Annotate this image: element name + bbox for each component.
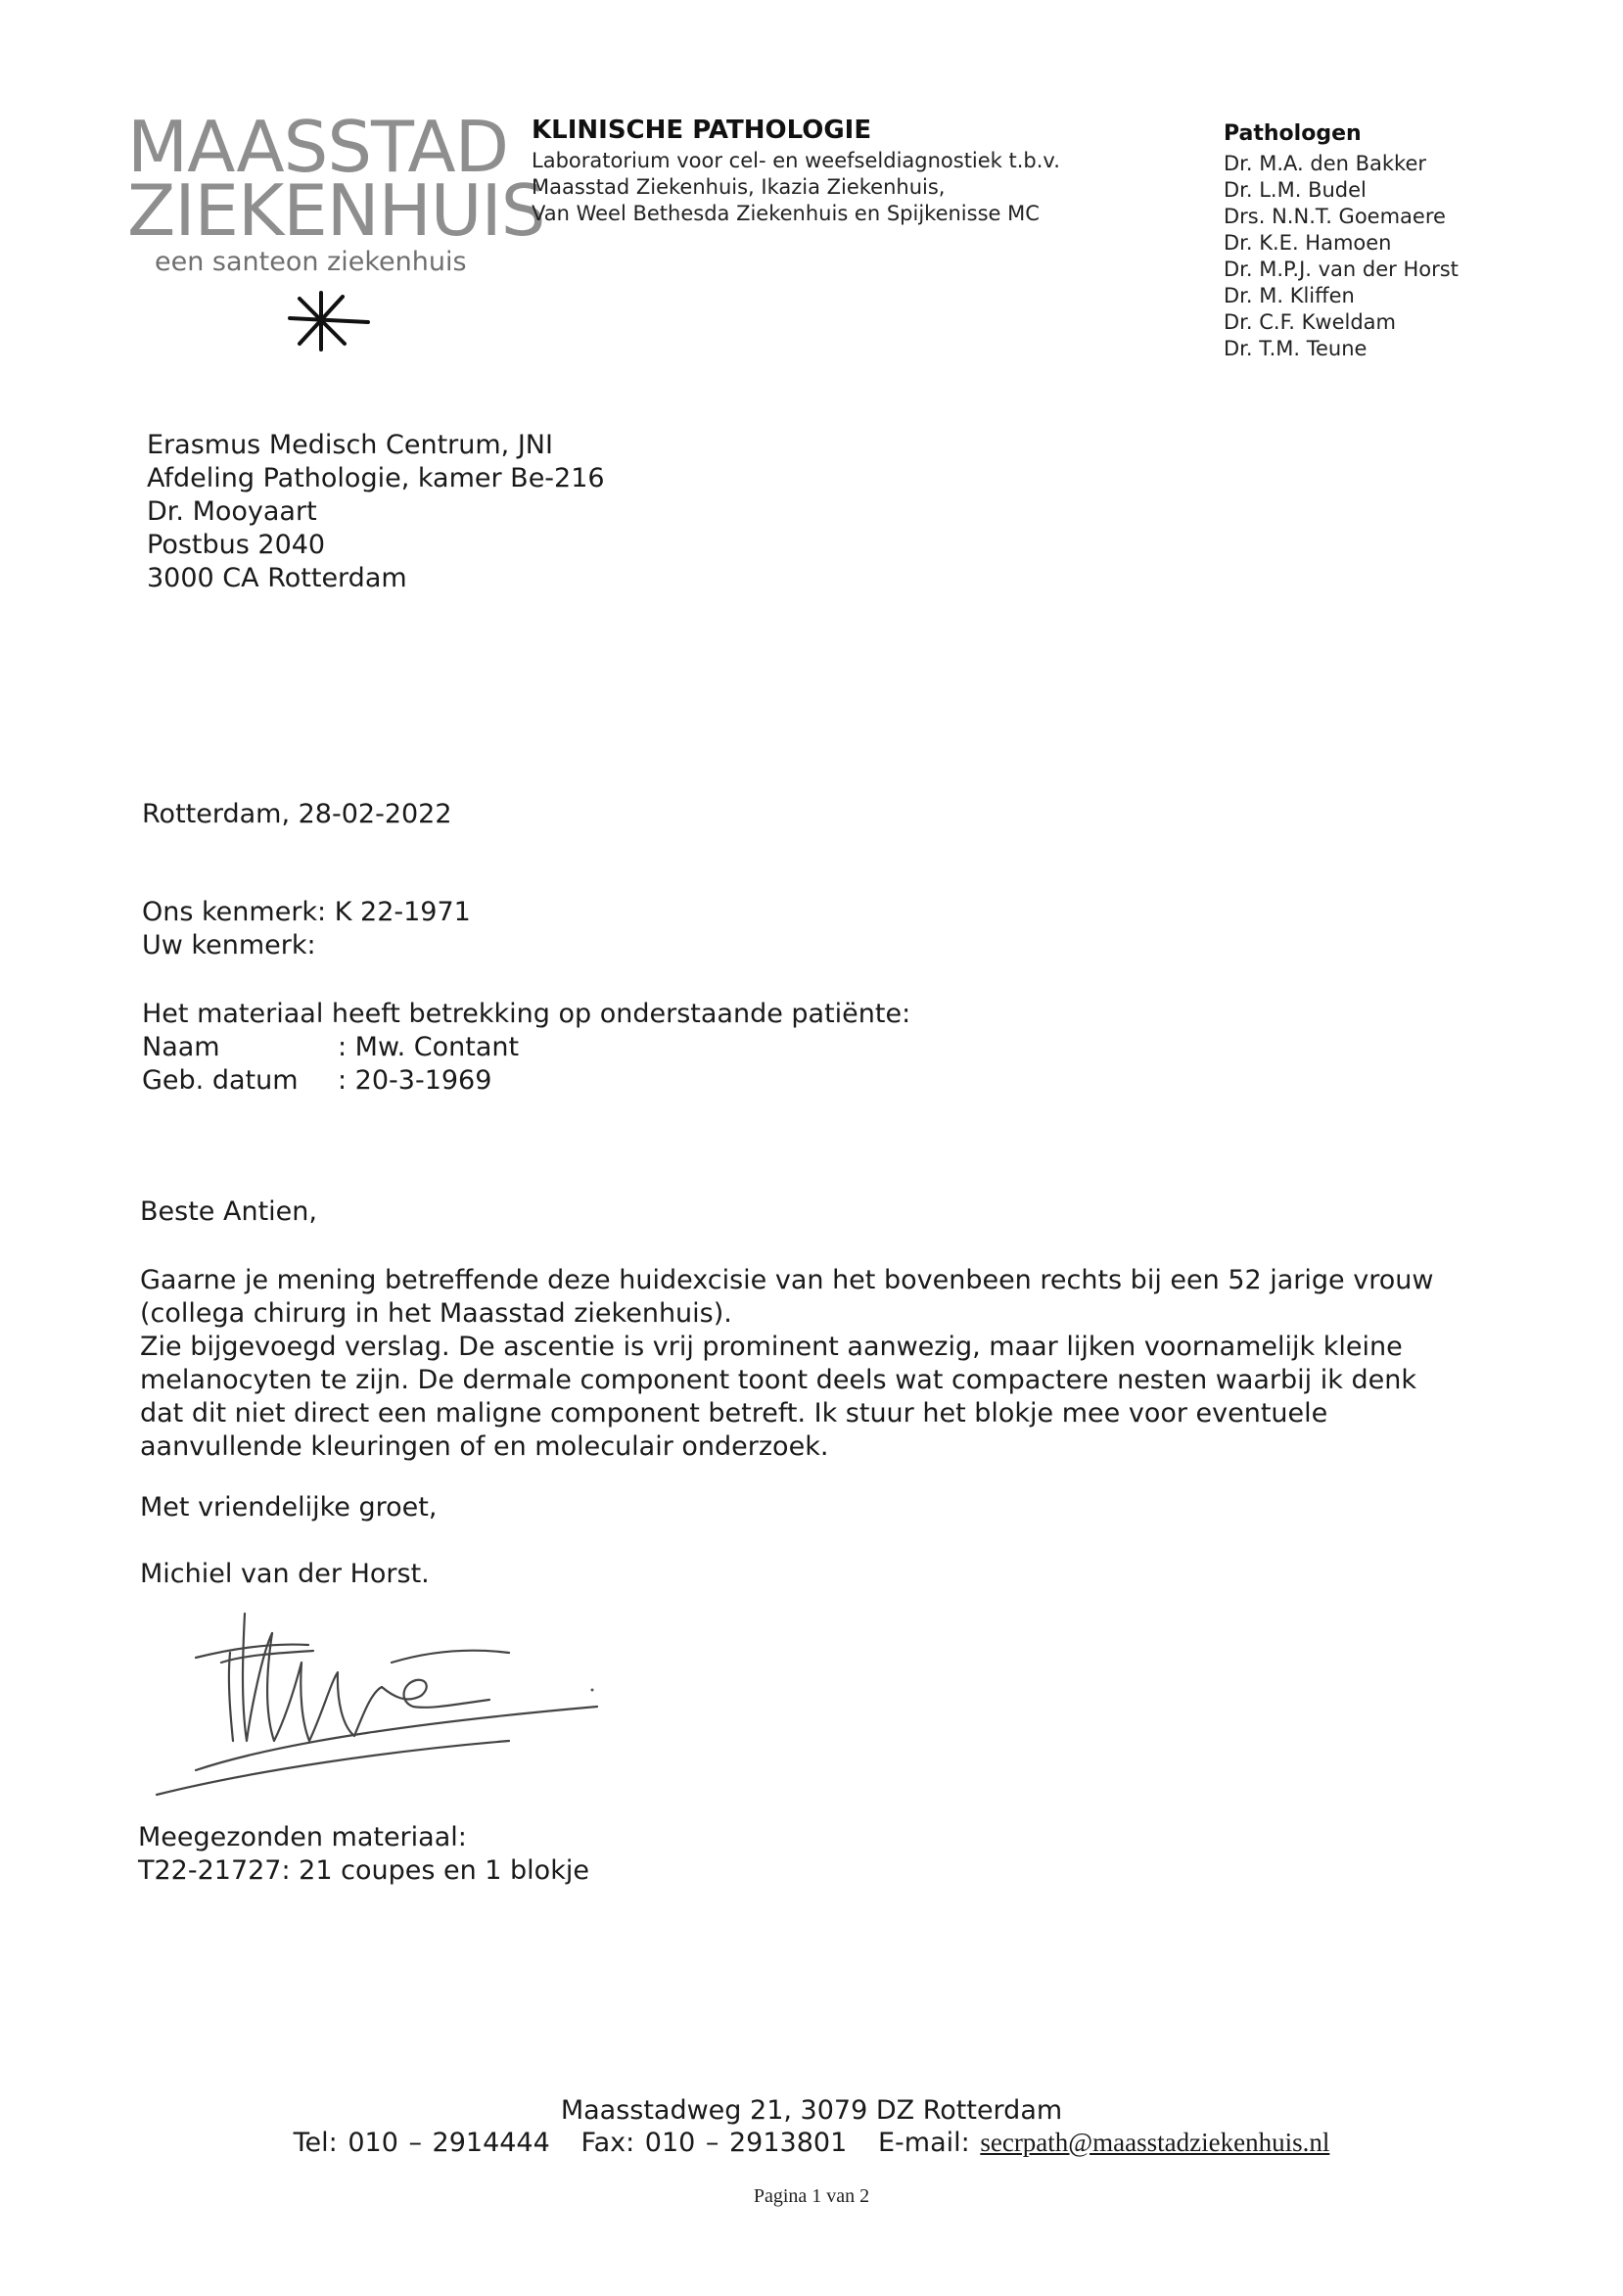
pathologists-title: Pathologen: [1224, 121, 1362, 146]
recipient-line: Erasmus Medisch Centrum, JNI: [147, 430, 553, 460]
department-line: Van Weel Bethesda Ziekenhuis en Spijkenisse MC: [532, 202, 1040, 225]
recipient-line: 3000 CA Rotterdam: [147, 563, 407, 593]
footer-email-link[interactable]: secrpath@maasstadziekenhuis.nl: [980, 2128, 1330, 2157]
our-reference: Ons kenmerk: K 22-1971: [142, 897, 471, 927]
pathologist-name: Dr. C.F. Kweldam: [1224, 310, 1396, 334]
department-description: [532, 148, 1060, 227]
patient-name-label: Naam: [142, 1032, 220, 1062]
pathologist-name: Dr. M.P.J. van der Horst: [1224, 258, 1459, 281]
pathologist-name: Dr. K.E. Hamoen: [1224, 231, 1392, 255]
logo-line-1: MAASSTAD: [127, 106, 509, 188]
patient-name-row: [142, 1031, 910, 1064]
letter-greeting: Beste Antien,: [140, 1196, 317, 1227]
pathologist-name: Dr. T.M. Teune: [1224, 337, 1368, 360]
footer-fax: Fax: 010 – 2913801: [580, 2128, 848, 2158]
letter-body-line: (collega chirurg in het Maasstad ziekenhuis).: [140, 1298, 732, 1329]
footer-tel: Tel: 010 – 2914444: [293, 2128, 550, 2158]
department-line: Maasstad Ziekenhuis, Ikazia Ziekenhuis,: [532, 175, 946, 199]
patient-block: [142, 998, 910, 1098]
recipient-line: Afdeling Pathologie, kamer Be-216: [147, 463, 605, 493]
patient-name-value: : Mw. Contant: [338, 1032, 520, 1062]
pathologist-name: Drs. N.N.T. Goemaere: [1224, 205, 1446, 228]
page-number: Pagina 1 van 2: [753, 2185, 870, 2207]
letter-signer: Michiel van der Horst.: [140, 1559, 430, 1589]
letter-body-line: aanvullende kleuringen of en moleculair onderzoek.: [140, 1431, 829, 1462]
star-burst-icon: [282, 289, 372, 353]
references: [142, 896, 471, 962]
letter-body-line: Zie bijgevoegd verslag. De ascentie is vrij prominent aanwezig, maar lijken voornamelijk kleine: [140, 1332, 1403, 1362]
letter-closing: Met vriendelijke groet,: [140, 1492, 438, 1523]
enclosed-material: [138, 1821, 589, 1888]
recipient-line: Postbus 2040: [147, 530, 326, 560]
recipient-line: Dr. Mooyaart: [147, 496, 317, 527]
department-line: Laboratorium voor cel- en weefseldiagnostiek t.b.v.: [532, 149, 1060, 172]
enclosed-label: Meegezonden materiaal:: [138, 1822, 467, 1852]
date-line: Rotterdam, 28-02-2022: [142, 799, 452, 829]
department-title: KLINISCHE PATHOLOGIE: [532, 116, 872, 145]
letter-body-line: melanocyten te zijn. De dermale component toont deels wat compactere nesten waarbij ik denk: [140, 1365, 1416, 1395]
pathologist-name: Dr. L.M. Budel: [1224, 178, 1367, 202]
patient-dob-row: [142, 1064, 910, 1098]
patient-dob-value: : 20-3-1969: [338, 1065, 492, 1096]
letter-body: [140, 1264, 1433, 1464]
patient-dob-label: Geb. datum: [142, 1065, 299, 1096]
patient-intro: Het materiaal heeft betrekking op onderstaande patiënte:: [142, 999, 911, 1029]
footer-address: Maasstadweg 21, 3079 DZ Rotterdam: [560, 2095, 1063, 2126]
logo-tagline: een santeon ziekenhuis: [155, 247, 467, 277]
pathologist-name: Dr. M.A. den Bakker: [1224, 152, 1427, 175]
enclosed-value: T22-21727: 21 coupes en 1 blokje: [138, 1855, 589, 1886]
footer-contact: [0, 2128, 1623, 2158]
recipient-address: [147, 429, 605, 595]
your-reference: Uw kenmerk:: [142, 930, 316, 961]
logo-line-2: ZIEKENHUIS: [127, 169, 545, 252]
pathologist-name: Dr. M. Kliffen: [1224, 284, 1355, 307]
letter-body-line: Gaarne je mening betreffende deze huidexcisie van het bovenbeen rechts bij een 52 jarige vrouw: [140, 1265, 1434, 1295]
footer-email-label: E-mail:: [878, 2128, 970, 2158]
handwritten-signature: [137, 1594, 646, 1809]
pathologists-list: [1224, 151, 1459, 362]
letter-body-line: dat dit niet direct een maligne component betreft. Ik stuur het blokje mee voor eventuele: [140, 1398, 1328, 1429]
